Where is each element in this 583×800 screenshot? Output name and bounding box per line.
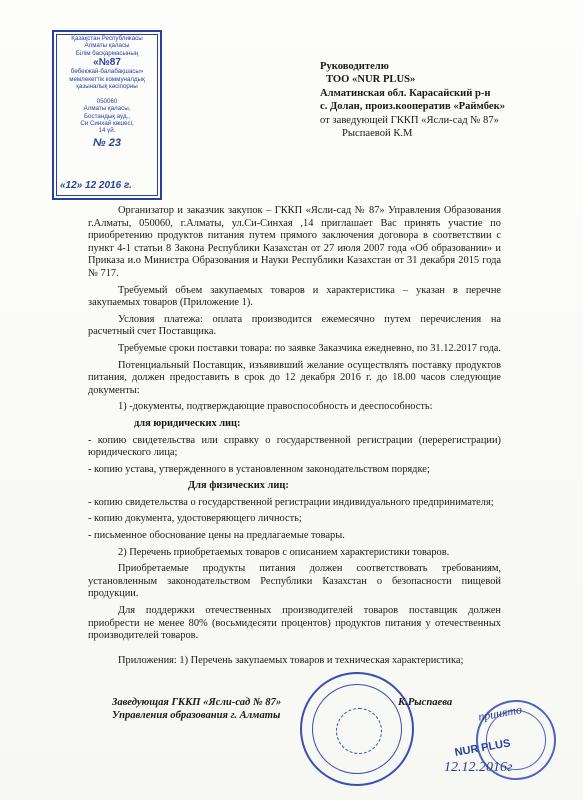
signature-name: К.Рыспаева xyxy=(398,697,453,708)
stamp-line: мемлекеттік коммуналдық xyxy=(69,75,145,83)
recipient-line: Рыспаевой К.М xyxy=(342,128,413,140)
signature-block xyxy=(112,696,472,722)
recipient-line: с. Долан, произ.кооператив «Раймбек» xyxy=(320,101,505,113)
stamp-line: бөбекжай-балабақшасы» xyxy=(70,68,144,76)
handwritten-accepted-note: принято xyxy=(477,702,523,724)
stamp-line: Қазақстан Республикасы xyxy=(71,35,143,42)
paragraph-legal-registration: - копию свидетельства или справку о государственной регистрации (перерегистрации) юридического лица; xyxy=(88,434,501,459)
stamp-line: Си Синхай көшесі, xyxy=(80,120,134,128)
paragraph-attachments: Приложения: 1) Перечень закупаемых товаров и техническая характеристика; xyxy=(118,654,464,666)
stamp-text-lines xyxy=(54,35,160,135)
recipient-line: Руководителю xyxy=(320,61,389,72)
paragraph-food-safety: Приобретаемые продукты питания должен соответствовать требованиям, установленным законодательством Республики Казахстан о безопасности пищевой продукции. xyxy=(88,563,501,600)
stamp-date: «12» 12 2016 г. xyxy=(60,180,132,191)
recipient-line: от заведующей ГККП «Ясли-сад № 87» xyxy=(320,114,499,126)
stamp-number: № 23 xyxy=(93,136,121,149)
paragraph-price-justification: - письменное обоснование цены на предлагаемые товары. xyxy=(88,530,345,542)
signature-position-line2: Управления образования г. Алматы xyxy=(112,710,281,721)
paragraph-invitation: Организатор и заказчик закупок – ГККП «Ясли-сад № 87» Управления Образования г.Алматы, 050060, г.Алматы, ул.Си-Синхая ,14 приглашает Вас принять участие по приобретению продуктов питания путем прямого заключения договора в соответствии с пункт 4-1 статьи 8 Закона Республики Казахстан от 27 июля 2007 года «Об образовании» и Приказа и.о Министра Образования и Науки Республики Казахстан от 31 декабря 2015 года № 717. xyxy=(88,205,501,279)
signature-position-line1: Заведующая ГККП «Ясли-сад № 87» xyxy=(112,697,282,708)
stamp-line: қазыналық кәсіпорны xyxy=(76,83,138,91)
paragraph-documents-intro: Потенциальный Поставщик, изъявивший желание осуществлять поставку продуктов питания, должен предоставить в срок до 12 декабря 2016 г. до 18.00 часов следующие документы: xyxy=(88,359,501,396)
stamp-line xyxy=(54,90,160,97)
paragraph-goods-list: 2) Перечень приобретаемых товаров с описанием характеристики товаров. xyxy=(118,546,450,558)
paragraph-volume: Требуемый объем закупаемых товаров и характеристика – указан в перечне закупаемых товаров (Приложение 1). xyxy=(88,284,501,309)
recipient-block xyxy=(320,60,575,140)
paragraph-legal-charter: - копию устава, утвержденного в установленном законодательством порядке; xyxy=(88,463,430,475)
recipient-line: ТОО «NUR PLUS» xyxy=(326,74,416,86)
stamp-line: Алматы қаласы xyxy=(84,42,130,50)
paragraph-capacity-docs: 1) -документы, подтверждающие правоспособность и дееспособность: xyxy=(118,401,433,413)
stamp-line: 14 үй. xyxy=(98,127,116,135)
paragraph-identity-doc: - копию документа, удостоверяющего личность; xyxy=(88,513,302,525)
stamp-line: Бостандық ауд., xyxy=(83,112,130,120)
organization-stamp xyxy=(52,30,162,200)
paragraph-individual-registration: - копию свидетельства о государственной регистрации индивидуального предпринимателя; xyxy=(88,496,494,508)
stamp-line: «№87 xyxy=(93,57,121,69)
paragraph-delivery: Требуемые сроки поставки товара: по заявке Заказчика ежедневно, по 31.12.2017 года. xyxy=(118,342,501,354)
round-seal xyxy=(300,672,414,786)
recipient-line: Алматинская обл. Карасайский р-н xyxy=(320,87,491,99)
letter-body xyxy=(88,205,501,671)
paragraph-payment: Условия платежа: оплата производится ежемесячно путем перечисления на расчетный счет Поставщика. xyxy=(88,313,501,338)
heading-legal-entities: для юридических лиц: xyxy=(134,417,241,429)
paragraph-domestic-producers: Для поддержки отечественных производителей товаров поставщик должен приобрести не менее 80% (восьмидесяти процентов) продуктов питания у отечественных производителей товаров. xyxy=(88,605,501,642)
stamp-line: Алматы қаласы, xyxy=(83,105,131,113)
stamp-line: Білім басқармасының xyxy=(75,49,139,57)
supplier-seal-label: NUR PLUS xyxy=(453,737,512,759)
stamp-line: 050060 xyxy=(96,97,118,105)
heading-individuals: Для физических лиц: xyxy=(188,480,289,492)
handwritten-date: 12.12.2016г xyxy=(444,760,513,775)
